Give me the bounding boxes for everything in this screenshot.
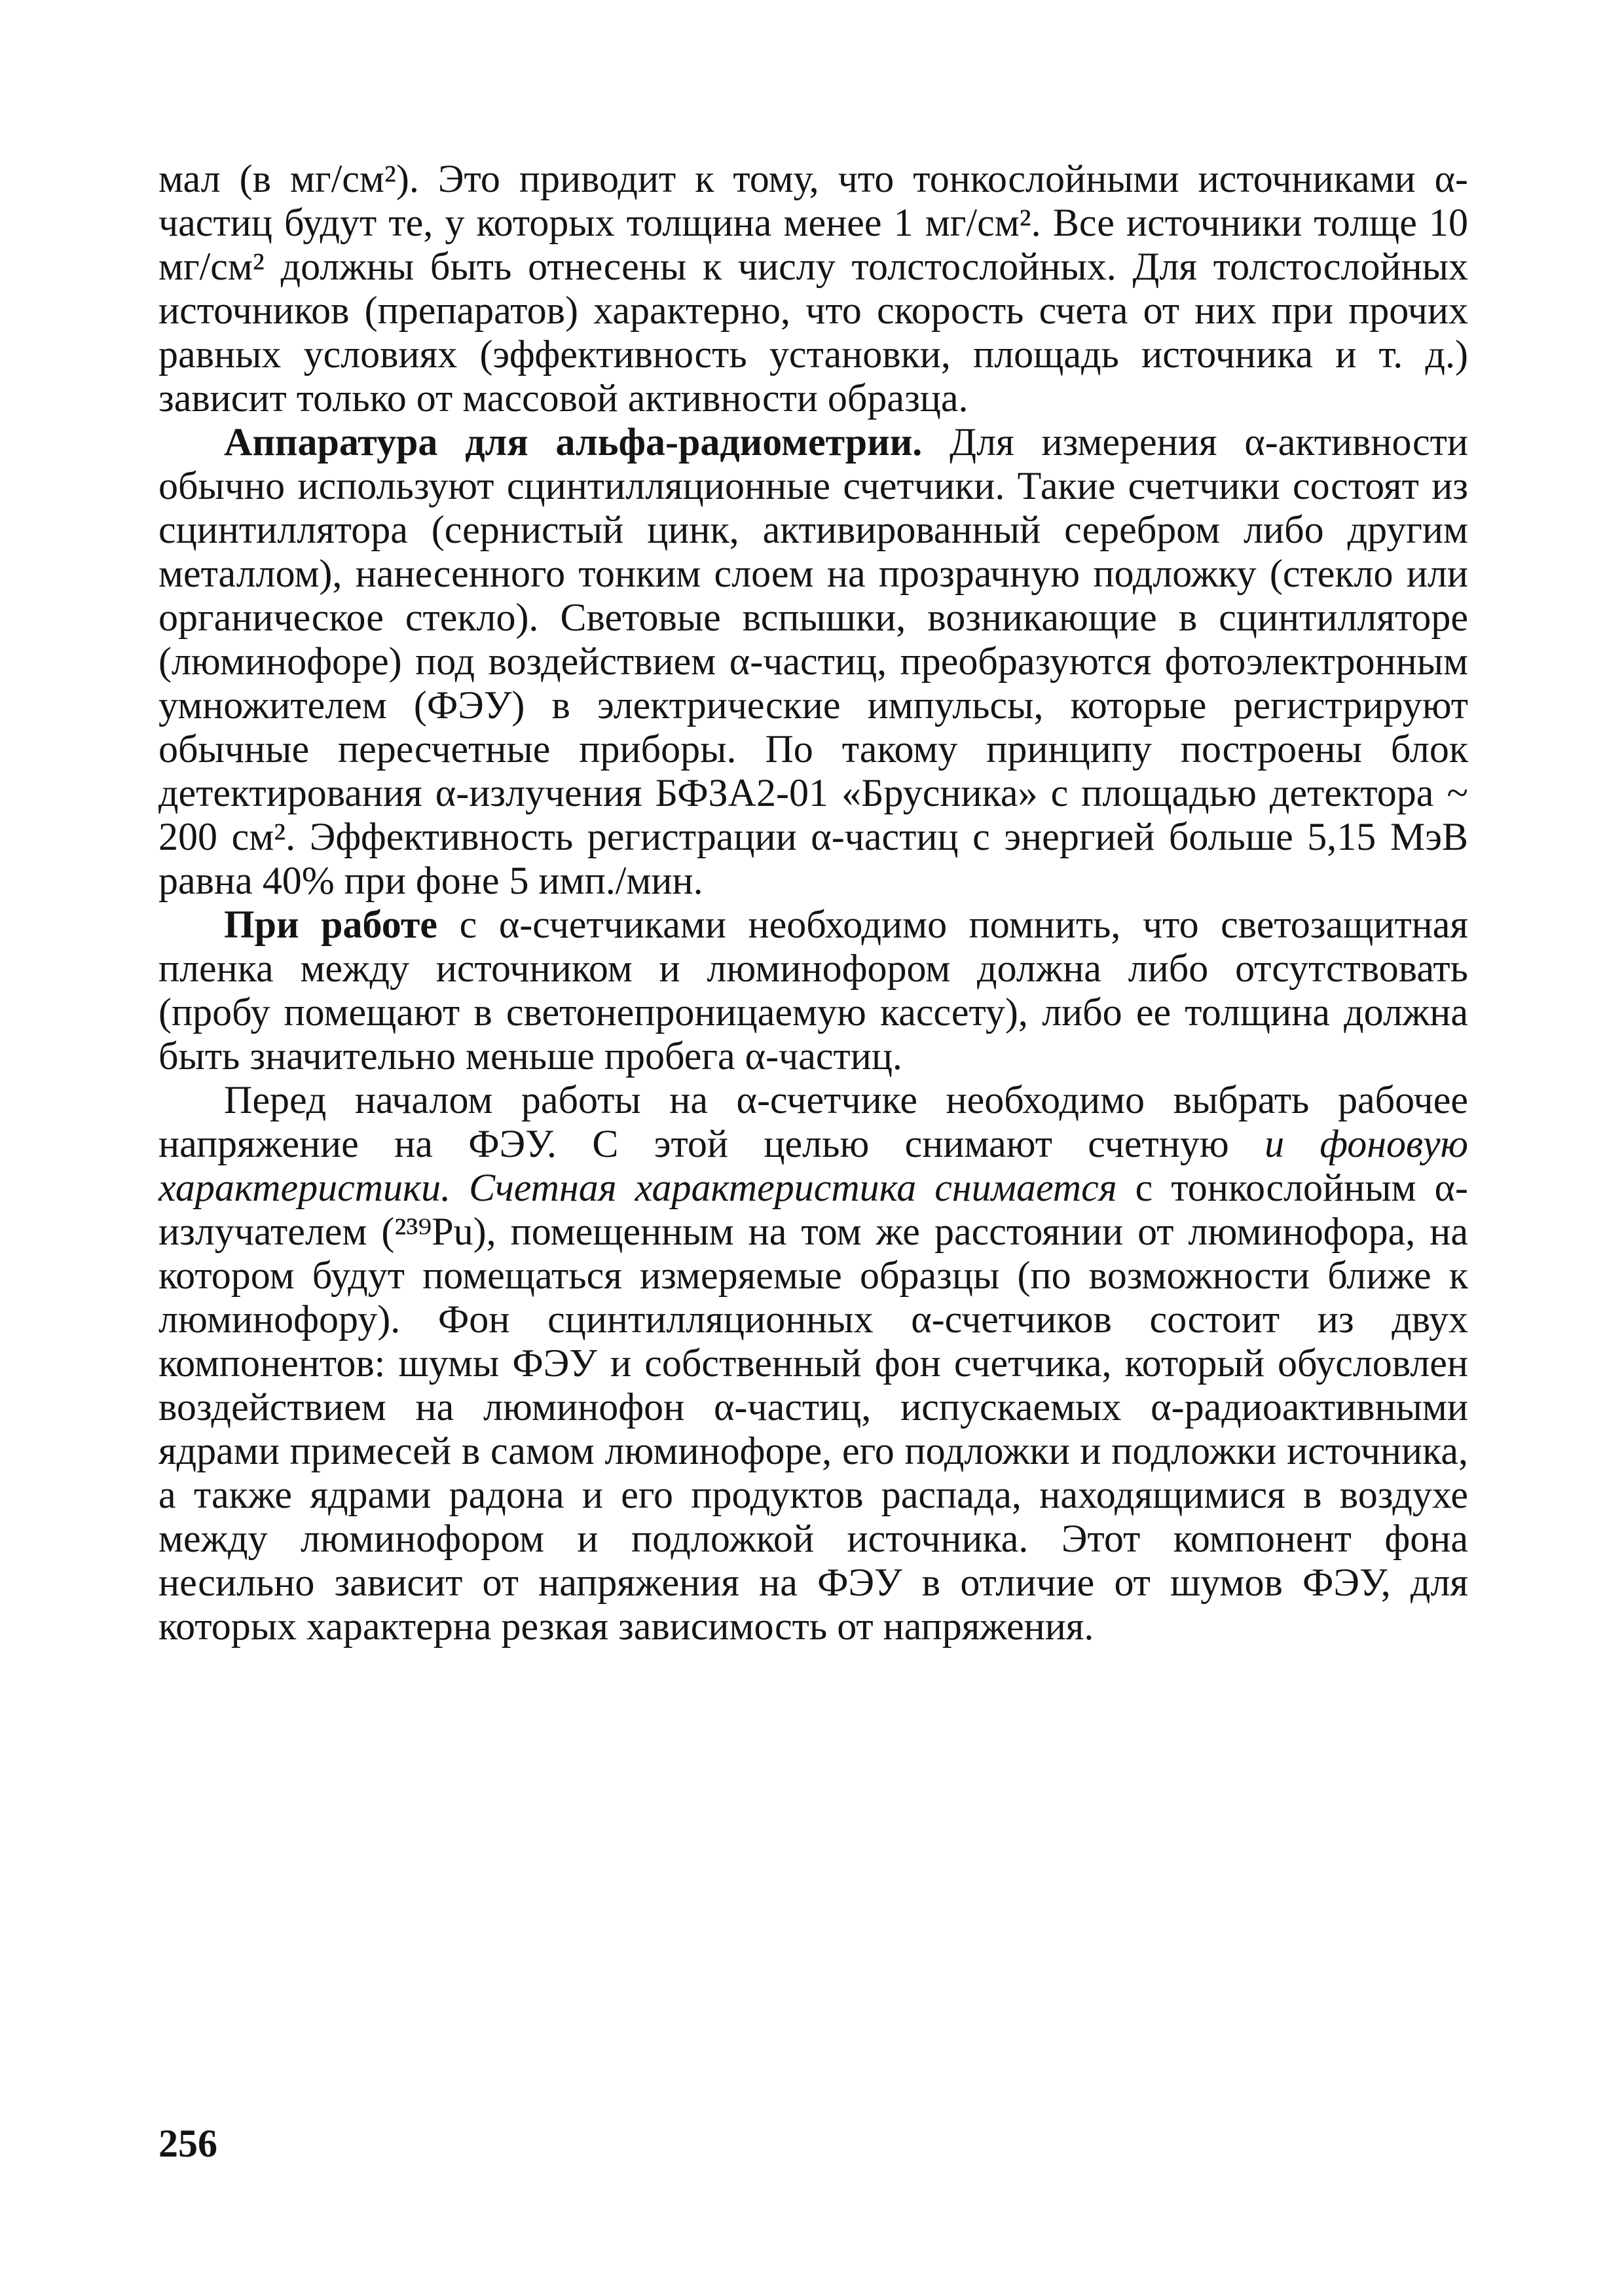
paragraph-1 [158, 157, 1468, 420]
paragraph-3-lead: При работе [224, 903, 438, 946]
paragraph-2 [158, 420, 1468, 903]
paragraph-1-text: мал (в мг/см²). Это приводит к тому, что тонкослойными источниками α-частиц будут те, у которых толщина менее 1 мг/см². Все источники толще 10 мг/см² должны быть отнесены к числу толстослойных. Для толстослойных источников (препаратов) характерно, что скорость счета от них при прочих равных условиях (эффективность установки, площадь источника и т. д.) зависит только от массовой активности образца. [158, 157, 1468, 420]
page-number: 256 [158, 2122, 217, 2165]
body-text [158, 157, 1468, 1649]
paragraph-4-italic: и фоновую характеристики. Счетная характеристика снимается [158, 1122, 1468, 1209]
section-heading: Аппаратура для альфа-радиометрии. [224, 420, 923, 464]
paragraph-3-text: с α-счетчиками необходимо помнить, что светозащитная пленка между источником и люминофором должна либо отсутствовать (пробу помещают в светонепроницаемую кассету), либо ее толщина должна быть значительно меньше пробега α-частиц. [158, 903, 1469, 1078]
paragraph-2-text: Для измерения α-активности обычно используют сцинтилляционные счетчики. Такие счетчики состоят из сцинтиллятора (сернистый цинк, активированный серебром либо другим металлом), нанесенного тонким слоем на прозрачную подложку (стекло или органическое стекло). Световые вспышки, возникающие в сцинтилляторе (люминофоре) под воздействием α-частиц, преобразуются фотоэлектронным умножителем (ФЭУ) в электрические импульсы, которые регистрируют обычные пересчетные приборы. По такому принципу построены блок детектирования α-излучения БФЗА2-01 «Брусника» с площадью детектора ~ 200 см². Эффективность регистрации α-частиц с энергией больше 5,15 МэВ равна 40% при фоне 5 имп./мин. [158, 420, 1468, 902]
paragraph-3 [158, 903, 1468, 1078]
paragraph-4-text-start: Перед началом работы на α-счетчике необходимо выбрать рабочее напряжение на ФЭУ. С этой целью снимают счетную [158, 1078, 1468, 1165]
paragraph-4-text-end: с тонкослойным α-излучателем (²³⁹Pu), помещенным на том же расстоянии от люминофора, на котором будут помещаться измеряемые образцы (по возможности ближе к люминофору). Фон сцинтилляционных α-счетчиков состоит из двух компонентов: шумы ФЭУ и собственный фон счетчика, который обусловлен воздействием на люминофон α-частиц, испускаемых α-радиоактивными ядрами примесей в самом люминофоре, его подложки и подложки источника, а также ядрами радона и его продуктов распада, находящимися в воздухе между люминофором и подложкой источника. Этот компонент фона несильно зависит от напряжения на ФЭУ в отличие от шумов ФЭУ, для которых характерна резкая зависимость от напряжения. [158, 1166, 1468, 1648]
paragraph-4 [158, 1078, 1468, 1649]
